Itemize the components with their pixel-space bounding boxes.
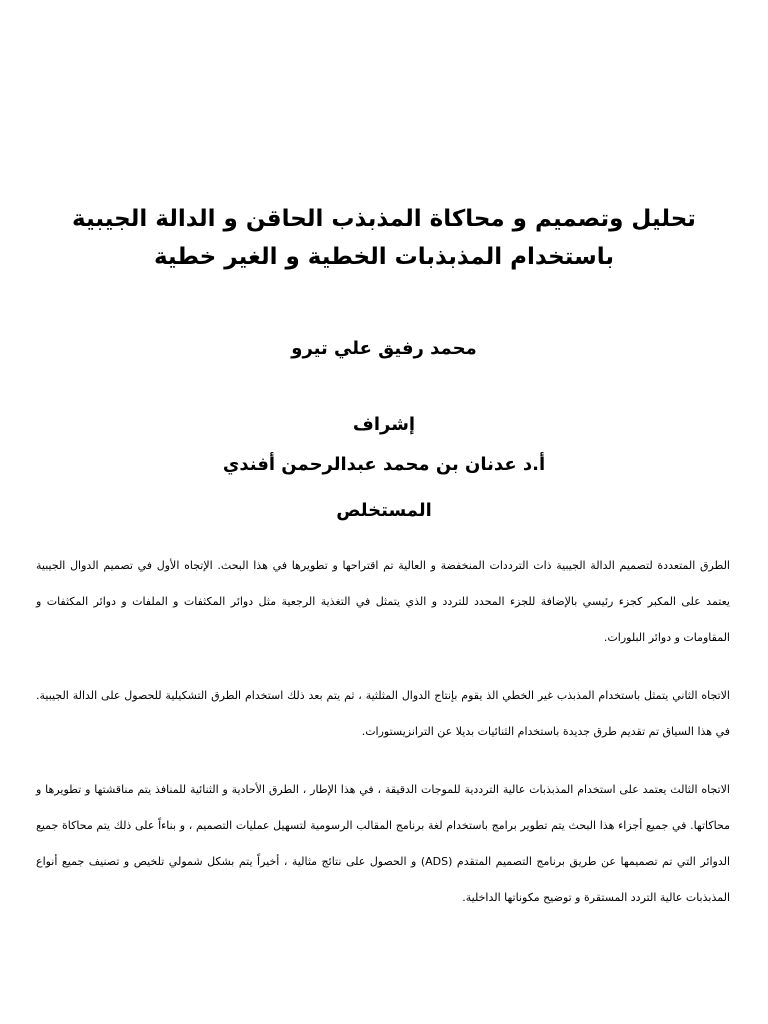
- abstract-paragraph-2: الاتجاه الثاني يتمثل باستخدام المذبذب غير الخطي الذ يقوم بإنتاج الدوال المثلثية ، ثم يتم بعد ذلك استخدام الطرق التشكيلية للحصول على الدالة الجيبية. في هذا السياق تم تقديم طرق جديدة باستخدام الثنائيات بديلا عن الترانزيستورات.: [36, 689, 730, 738]
- abstract-paragraph-3: الاتجاه الثالث يعتمد على استخدام المذبذبات عالية الترددية للموجات الدقيقة ، في هذا الإطار ، الطرق الأحادية و الثنائية للمنافذ يتم مناقشتها و تطويرها و محاكاتها. في جميع أجزاء هذا البحث يتم تطوير برامج باستخدام لغة برنامج المقالب الرسومية لتسهيل عمليات التصميم ، و بناءاً على ذلك يتم محاكاة جميع الدوائر التي تم تصميمها عن طريق برنامج التصميم المتقدم (ADS) و الحصول على نتائج مثالية ، أخيراً يتم بشكل شمولي تلخيص و تصنيف جميع أنواع المذبذبات عالية التردد المستقرة و توضيح مكوناتها الداخلية.: [36, 783, 730, 904]
- document-title: تحليل وتصميم و محاكاة المذبذب الحاقن و الدالة الجيبية باستخدام المذبذبات الخطية و الغير خطية: [72, 206, 696, 270]
- abstract-heading: المستخلص: [336, 500, 432, 521]
- supervision-label: إشراف: [352, 414, 416, 435]
- author-name: محمد رفيق علي تيرو: [291, 338, 477, 359]
- abstract-paragraph-1: الطرق المتعددة لتصميم الدالة الجيبية ذات الترددات المنخفضة و العالية تم اقتراحها و تطويرها في هذا البحث. الإتجاه الأول في تصميم الدوال الجيبية يعتمد على المكبر كجزء رئيسي بالإضافة للجزء المحدد للتردد و الذي يتمثل في التغذية الرجعية مثل دوائر المكثفات و الملفات و دوائر المكثفات و المقاومات و دوائر البلورات.: [36, 559, 730, 644]
- supervisor-name: أ.د عدنان بن محمد عبدالرحمن أفندي: [222, 454, 546, 475]
